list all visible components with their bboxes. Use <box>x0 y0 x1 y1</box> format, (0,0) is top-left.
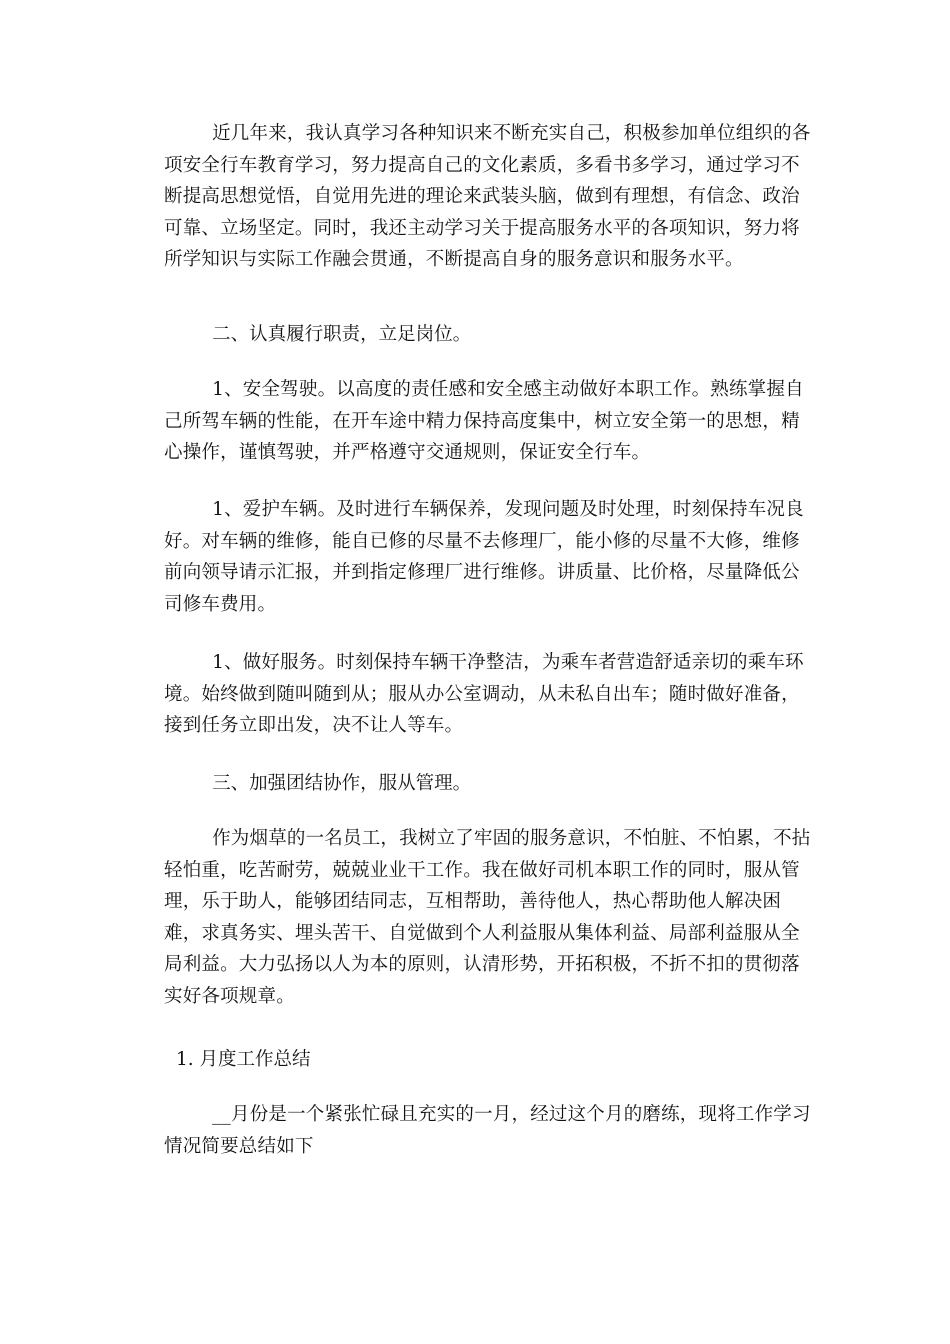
section-heading-teamwork: 三、加强团结协作，服从管理。 <box>212 773 472 794</box>
paragraph-teamwork: 作为烟草的一名员工，我树立了牢固的服务意识，不怕脏、不怕累，不拈轻怕重，吃苦耐劳，兢兢业业干工作。我在做好司机本职工作的同时，服从管理，乐于助人，能够团结同志，互相帮助，善待他人，热心帮助他人解决困难，求真务实、埋头苦干、自觉做到个人利益服从集体利益、局部利益服从全局利益。大力弘扬以人为本的原则，认清形势，开拓积极，不折不扣的贯彻落实好各项规章。 <box>164 828 811 1007</box>
paragraph-monthly-intro: __月份是一个紧张忙碌且充实的一月，经过这个月的磨练，现将工作学习情况简要总结如下 <box>164 1104 811 1157</box>
paragraph-safe-driving: 1、安全驾驶。以高度的责任感和安全感主动做好本职工作。熟练掌握自己所驾车辆的性能，在开车途中精力保持高度集中，树立安全第一的思想，精心操作，谨慎驾驶，并严格遵守交通规则，保证安全行车。 <box>164 379 804 463</box>
paragraph-service: 1、做好服务。时刻保持车辆干净整洁，为乘车者营造舒适亲切的乘车环境。始终做到随叫随到从；服从办公室调动，从未私自出车；随时做好准备，接到任务立即出发，决不让人等车。 <box>164 652 804 736</box>
section-heading-duties: 二、认真履行职责，立足岗位。 <box>212 324 472 345</box>
paragraph-self-study: 近几年来，我认真学习各种知识来不断充实自己，积极参加单位组织的各项安全行车教育学习，努力提高自己的文化素质，多看书多学习，通过学习不断提高思想觉悟，自觉用先进的理论来武装头脑，做到有理想，有信念、政治可靠、立场坚定。同时，我还主动学习关于提高服务水平的各项知识，努力将所学知识与实际工作融会贯通，不断提高自身的服务意识和服务水平。 <box>164 123 811 270</box>
paragraph-vehicle-care: 1、爱护车辆。及时进行车辆保养，发现问题及时处理，时刻保持车况良好。对车辆的维修，能自已修的尽量不去修理厂，能小修的尽量不大修，维修前向领导请示汇报，并到指定修理厂进行维修。讲质量、比价格，尽量降低公司修车费用。 <box>164 499 804 615</box>
subheading-monthly-summary: 1. 月度工作总结 <box>176 1049 311 1070</box>
